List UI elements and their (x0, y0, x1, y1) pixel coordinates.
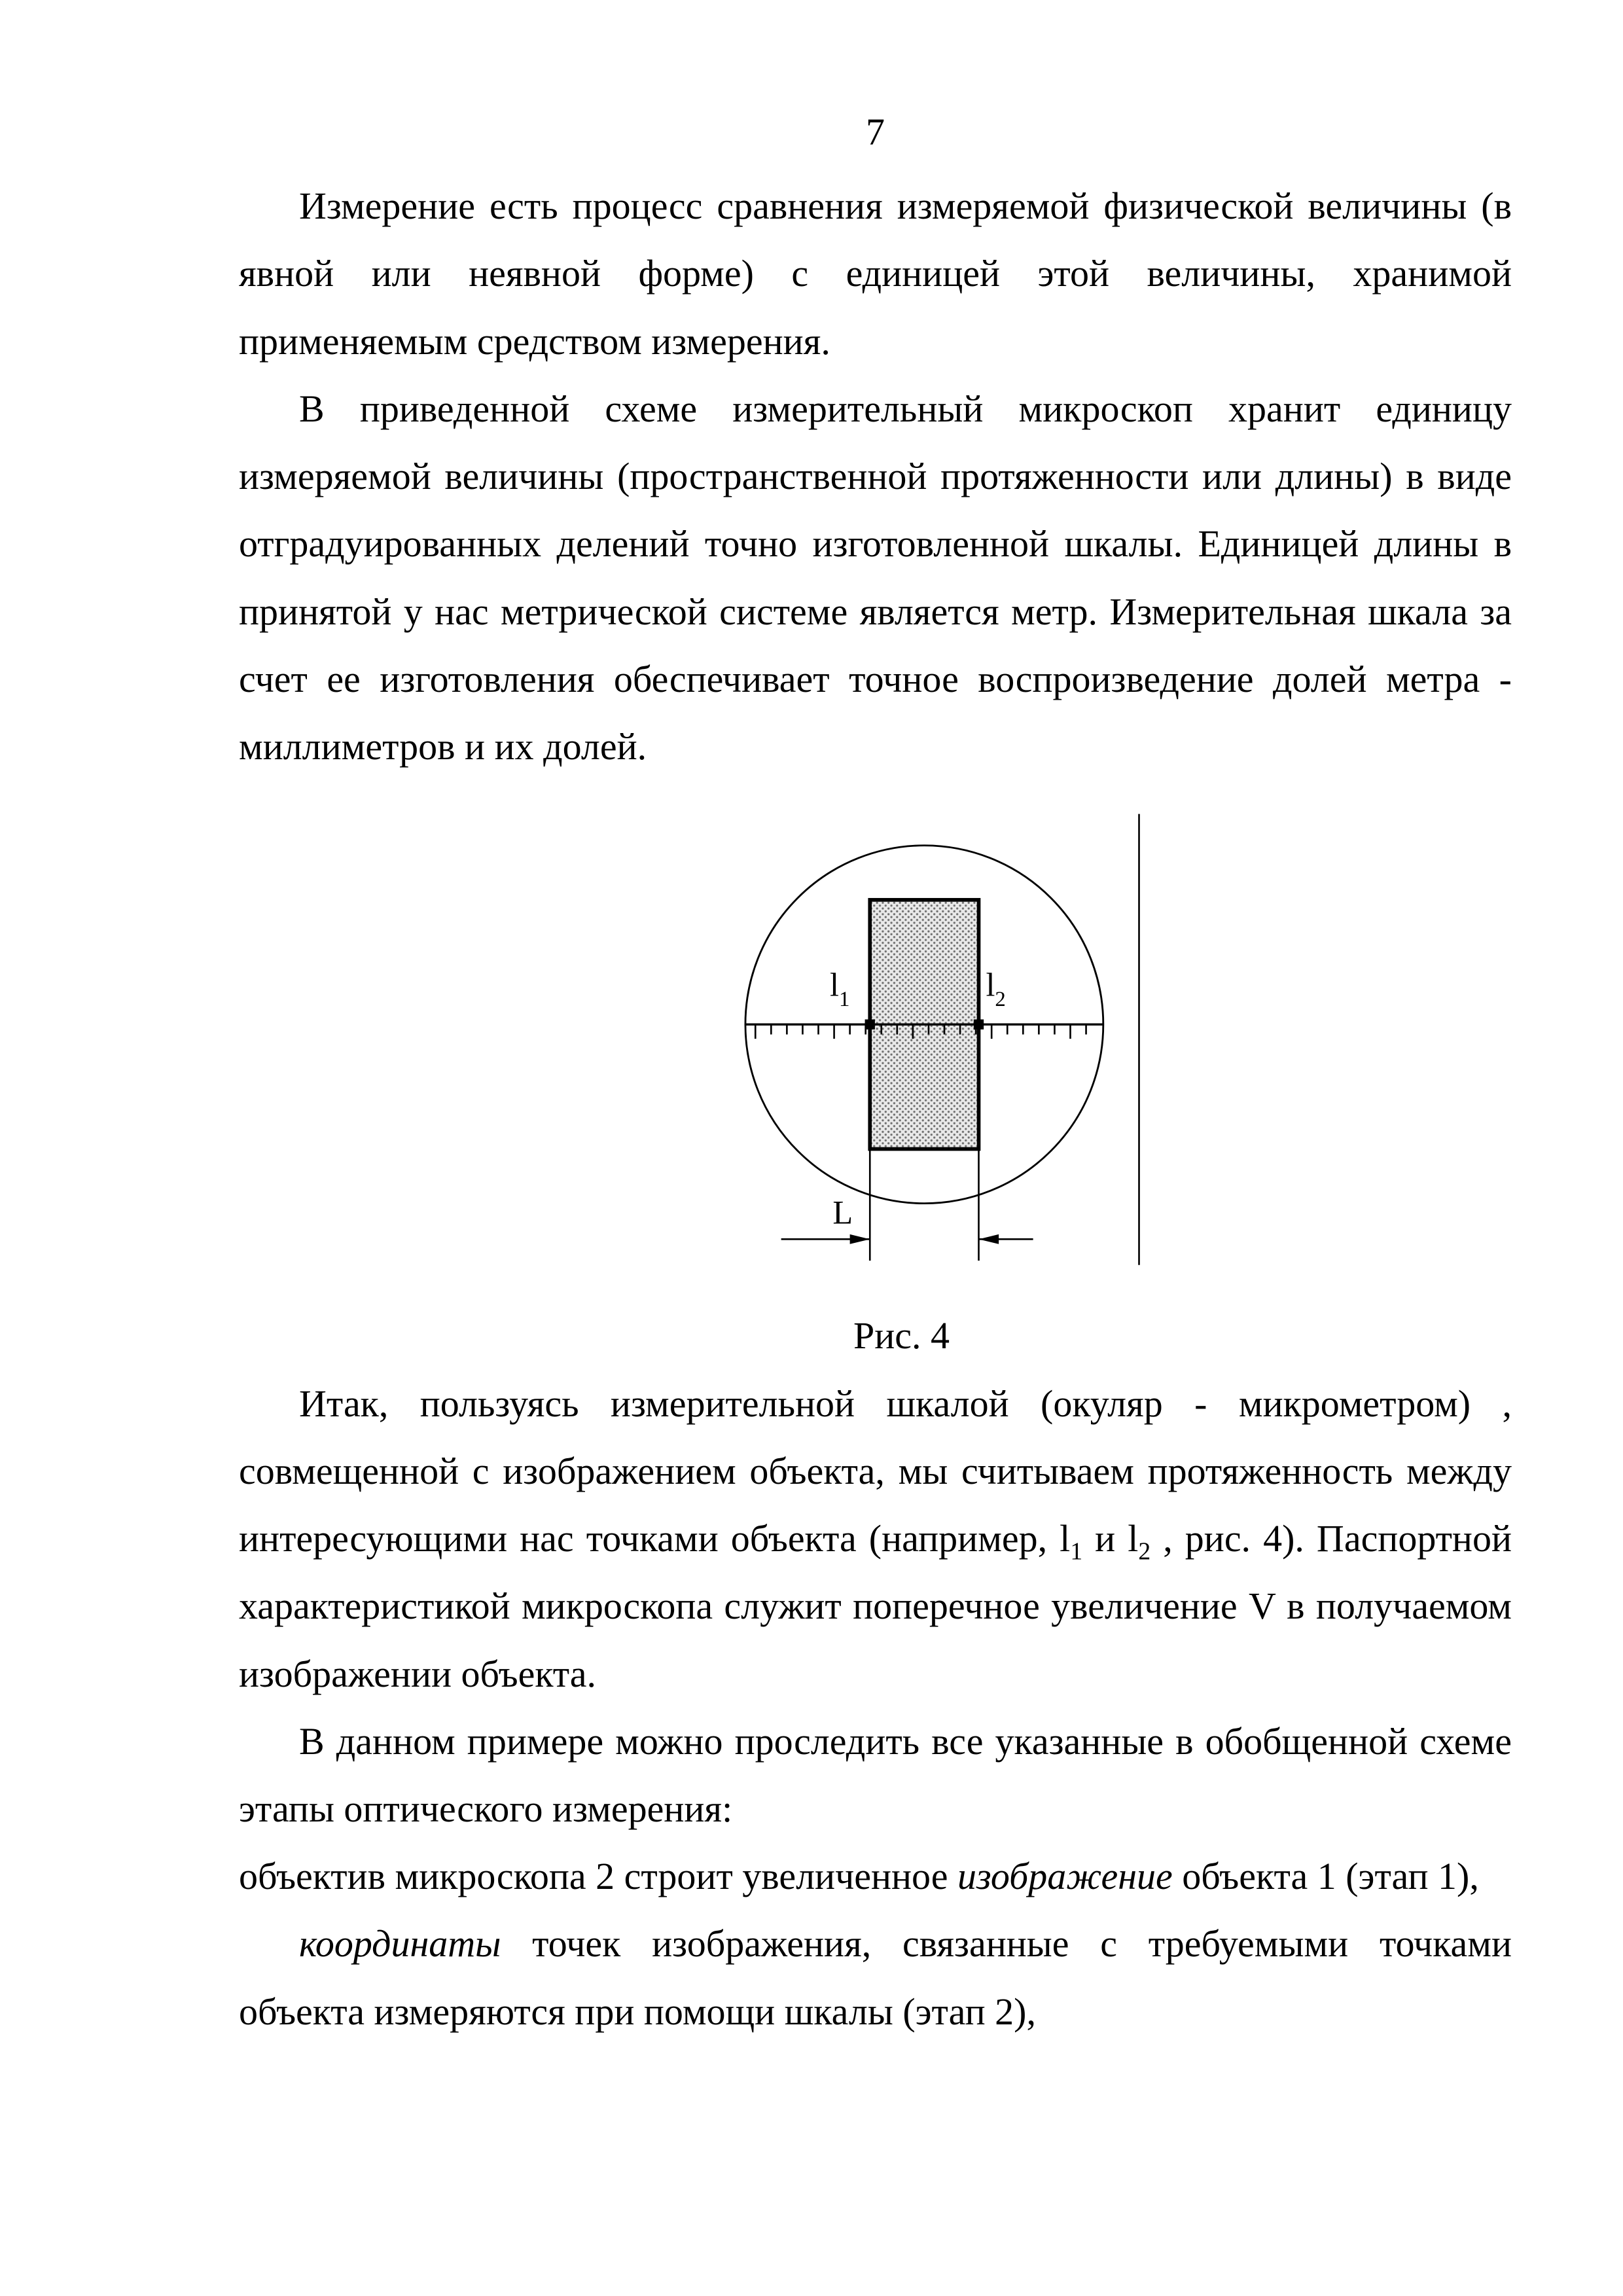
paragraph-text: и l (1082, 1517, 1139, 1560)
paragraph-stage-2 (239, 1910, 1512, 2045)
paragraph-text: В приведенной схеме измерительный микроскоп хранит единицу измеряемой величины (пространственной протяженности или длины) в виде отградуированных делений точно изготовленной шкалы. Единицей длины в принятой у нас метрической системе является метр. Измерительная шкала за счет ее изготовления обеспечивает точное воспроизведение долей метра - миллиметров и их долей. (239, 387, 1512, 768)
marker-l1 (865, 1020, 874, 1030)
paragraph-text: , рис. 4). Паспортной характеристикой микроскопа служит поперечное увеличение V в получаемом изображении объекта. (239, 1517, 1512, 1695)
paragraph-text: В данном примере можно проследить все указанные в обобщенной схеме этапы оптического измерения: (239, 1719, 1512, 1830)
paragraph-measurement-definition (239, 172, 1512, 375)
figure-caption: Рис. 4 (853, 1314, 950, 1357)
page-number: 7 (866, 111, 885, 153)
paragraph-text: Итак, пользуясь измерительной шкалой (окуляр - микрометром) , совмещенной с изображением объекта, мы считываем протяженность между интересующими нас точками объекта (например, l (239, 1382, 1512, 1560)
paragraph-stages-intro (239, 1708, 1512, 1842)
paragraph-text: объектив микроскопа 2 строит увеличенное (239, 1855, 958, 1898)
subscript-2: 2 (1138, 1537, 1151, 1566)
label-L: L (832, 1194, 853, 1231)
dimension-arrow-left (849, 1234, 870, 1244)
paragraph-stage-1 (239, 1842, 1512, 1910)
paragraph-text: объекта 1 (этап 1), (1172, 1855, 1479, 1898)
scale-ticks-short (771, 1025, 1086, 1035)
marker-l2 (973, 1020, 983, 1030)
paragraph-text: Измерение есть процесс сравнения измеряемой физической величины (в явной или неявной форме) с единицей этой величины, хранимой применяемым средством измерения. (239, 185, 1512, 363)
figure-microscope-view (239, 810, 1512, 1282)
emphasized-word: изображение (957, 1855, 1173, 1898)
paragraph-text: точек изображения, связанные с требуемыми точками объекта измеряются при помощи шкалы (этап 2), (239, 1922, 1512, 2033)
label-l2: $l_2$ (985, 966, 1006, 1012)
subscript-1: 1 (1070, 1537, 1083, 1566)
figure-4-drawing (738, 810, 1196, 1282)
dimension-arrow-right (978, 1234, 999, 1244)
label-l1: $l_1$ (829, 966, 849, 1012)
emphasized-word: координаты (299, 1922, 501, 1965)
paragraph-scale-usage (239, 1370, 1512, 1708)
paragraph-microscope-scheme (239, 375, 1512, 780)
